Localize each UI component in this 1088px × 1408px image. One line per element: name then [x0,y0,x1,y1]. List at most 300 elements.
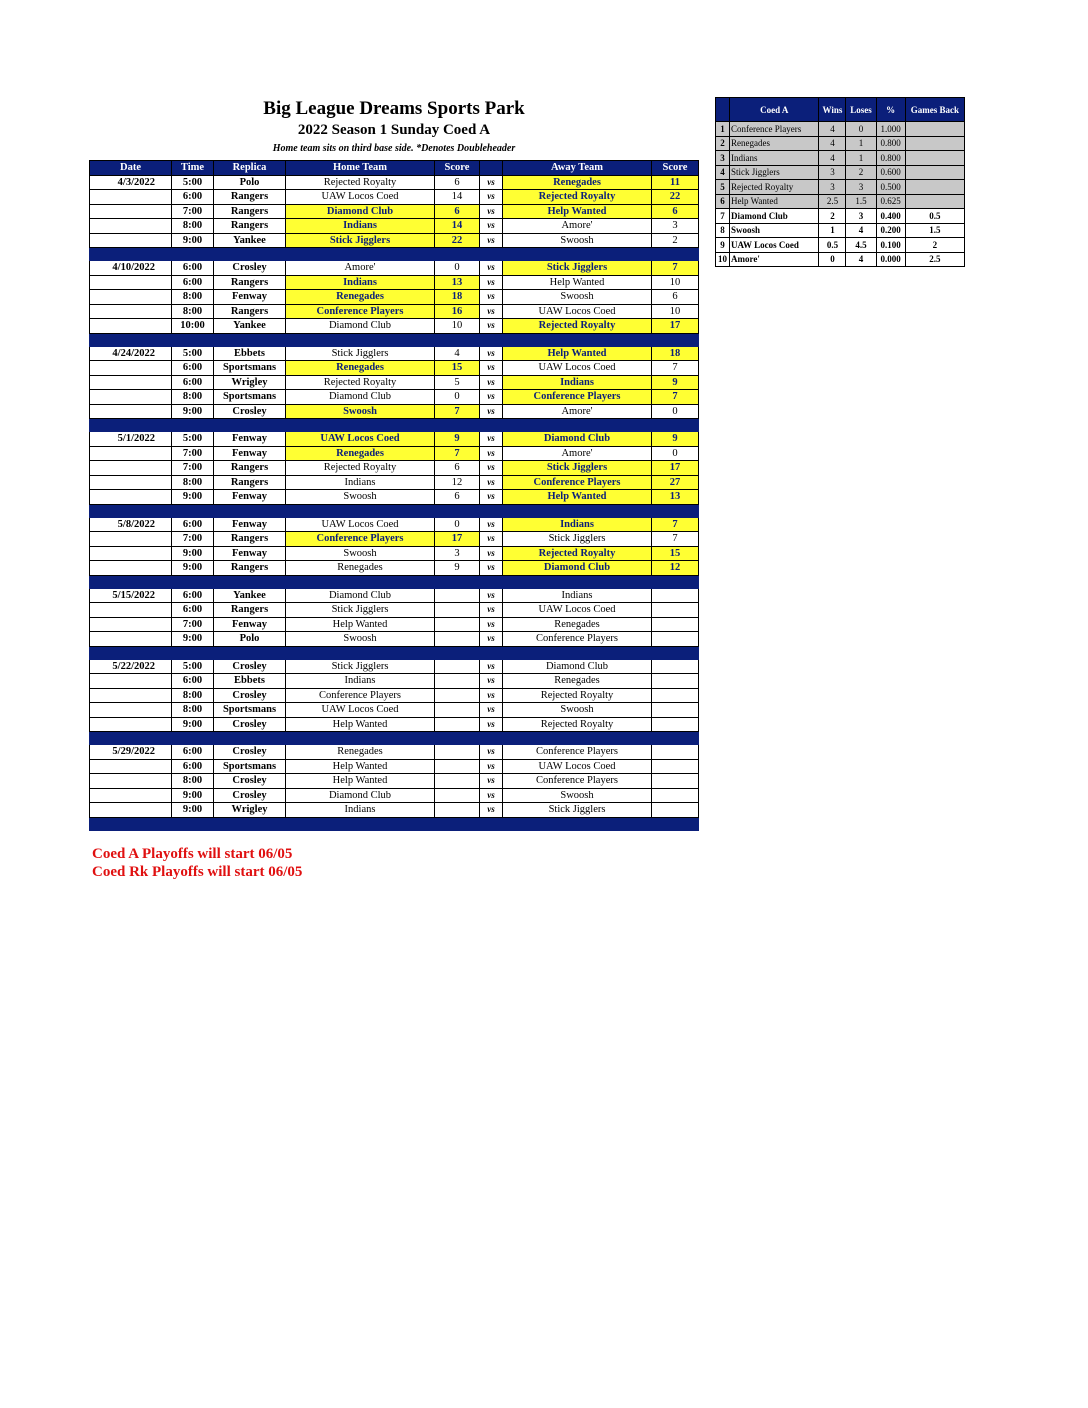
standings-row [716,209,965,224]
home-score [435,788,480,803]
team-name: Swoosh [730,223,819,238]
game-field: Crosley [214,261,286,276]
game-field: Fenway [214,617,286,632]
separator-cell [435,333,480,346]
game-field: Rangers [214,561,286,576]
game-row [90,446,699,461]
separator-cell [90,732,172,745]
week-separator [90,817,699,830]
home-score [435,774,480,789]
home-team: Renegades [286,290,435,305]
separator-cell [652,504,699,517]
game-time: 5:00 [172,659,214,674]
team-rank: 3 [716,151,730,166]
home-score: 6 [435,461,480,476]
team-losses: 3 [846,180,876,195]
game-row [90,759,699,774]
game-row [90,659,699,674]
vs-label: vs [480,275,503,290]
vs-label: vs [480,290,503,305]
team-losses: 2 [846,165,876,180]
separator-cell [503,248,652,261]
away-team: Diamond Club [503,561,652,576]
game-row [90,688,699,703]
home-team: Help Wanted [286,717,435,732]
vs-label: vs [480,759,503,774]
team-games-back: 2 [905,238,964,253]
team-pct: 0.500 [876,180,905,195]
game-field: Rangers [214,603,286,618]
week-separator [90,333,699,346]
vs-label: vs [480,688,503,703]
away-team: Indians [503,517,652,532]
home-team: UAW Locos Coed [286,432,435,447]
game-row [90,475,699,490]
separator-cell [90,646,172,659]
game-row [90,404,699,419]
separator-cell [214,333,286,346]
vs-label: vs [480,603,503,618]
home-score [435,674,480,689]
game-row [90,588,699,603]
game-date: 5/22/2022 [90,659,172,674]
home-score: 6 [435,204,480,219]
team-rank: 5 [716,180,730,195]
standings-body [716,122,965,267]
home-score: 7 [435,446,480,461]
away-score: 10 [652,304,699,319]
team-rank: 2 [716,136,730,151]
game-row [90,546,699,561]
away-team: UAW Locos Coed [503,759,652,774]
game-row [90,390,699,405]
game-row [90,788,699,803]
separator-cell [286,732,435,745]
week-separator [90,575,699,588]
team-wins: 4 [819,122,846,137]
vs-label: vs [480,204,503,219]
team-losses: 4 [846,252,876,267]
game-date [90,304,172,319]
home-team: Help Wanted [286,774,435,789]
away-score [652,617,699,632]
column-header: Score [435,161,480,176]
home-team: Renegades [286,361,435,376]
game-field: Fenway [214,432,286,447]
team-rank: 1 [716,122,730,137]
away-score: 12 [652,561,699,576]
away-team: Rejected Royalty [503,546,652,561]
vs-label: vs [480,233,503,248]
vs-label: vs [480,703,503,718]
separator-cell [503,817,652,830]
schedule-table [89,160,699,831]
game-time: 5:00 [172,432,214,447]
vs-label: vs [480,561,503,576]
game-time: 5:00 [172,346,214,361]
game-time: 5:00 [172,175,214,190]
team-games-back [905,165,964,180]
game-row [90,774,699,789]
game-time: 6:00 [172,603,214,618]
game-date [90,390,172,405]
home-team: UAW Locos Coed [286,517,435,532]
separator-cell [652,419,699,432]
game-row [90,346,699,361]
team-losses: 1.5 [846,194,876,209]
game-date [90,674,172,689]
away-team: Swoosh [503,788,652,803]
home-score [435,688,480,703]
separator-cell [90,575,172,588]
away-score [652,659,699,674]
game-time: 10:00 [172,319,214,334]
vs-label: vs [480,588,503,603]
separator-cell [435,817,480,830]
game-field: Fenway [214,490,286,505]
team-rank: 8 [716,223,730,238]
game-time: 9:00 [172,717,214,732]
game-field: Fenway [214,546,286,561]
game-row [90,561,699,576]
game-field: Wrigley [214,375,286,390]
vs-label: vs [480,774,503,789]
game-row [90,490,699,505]
home-score: 14 [435,190,480,205]
home-team: Renegades [286,745,435,760]
away-team: Conference Players [503,632,652,647]
team-pct: 0.200 [876,223,905,238]
standings-column-header [716,98,730,122]
game-row [90,674,699,689]
separator-cell [503,646,652,659]
column-header: Time [172,161,214,176]
game-field: Yankee [214,233,286,248]
team-name: Conference Players [730,122,819,137]
standings-row [716,180,965,195]
vs-label: vs [480,219,503,234]
game-row [90,261,699,276]
team-rank: 10 [716,252,730,267]
home-score: 0 [435,390,480,405]
game-time: 8:00 [172,304,214,319]
home-team: Diamond Club [286,319,435,334]
vs-label: vs [480,446,503,461]
away-team: Rejected Royalty [503,688,652,703]
away-score: 17 [652,319,699,334]
separator-cell [435,419,480,432]
separator-cell [652,333,699,346]
team-games-back [905,136,964,151]
game-field: Fenway [214,290,286,305]
team-wins: 2.5 [819,194,846,209]
home-team: Conference Players [286,304,435,319]
away-team: Swoosh [503,703,652,718]
away-team: Diamond Club [503,432,652,447]
away-team: Amore' [503,219,652,234]
standings-row [716,151,965,166]
game-date: 4/3/2022 [90,175,172,190]
separator-cell [503,419,652,432]
team-losses: 4 [846,223,876,238]
game-time: 9:00 [172,490,214,505]
separator-cell [435,504,480,517]
home-team: Help Wanted [286,617,435,632]
team-losses: 1 [846,136,876,151]
separator-cell [652,732,699,745]
team-losses: 3 [846,209,876,224]
game-time: 8:00 [172,290,214,305]
away-score: 0 [652,404,699,419]
home-score [435,745,480,760]
away-score: 10 [652,275,699,290]
game-date [90,603,172,618]
game-row [90,532,699,547]
game-date [90,532,172,547]
separator-cell [286,817,435,830]
game-row [90,375,699,390]
vs-label: vs [480,717,503,732]
game-date [90,759,172,774]
separator-cell [480,248,503,261]
separator-cell [480,646,503,659]
game-row [90,190,699,205]
away-team: Conference Players [503,745,652,760]
away-score: 7 [652,261,699,276]
home-team: Diamond Club [286,788,435,803]
away-team: Help Wanted [503,346,652,361]
vs-label: vs [480,788,503,803]
home-team: Stick Jigglers [286,346,435,361]
game-field: Sportsmans [214,703,286,718]
game-time: 9:00 [172,788,214,803]
game-date [90,688,172,703]
away-score: 11 [652,175,699,190]
team-rank: 4 [716,165,730,180]
away-team: Indians [503,375,652,390]
home-team: Stick Jigglers [286,659,435,674]
game-time: 6:00 [172,745,214,760]
separator-cell [652,646,699,659]
game-date [90,319,172,334]
standings-row [716,252,965,267]
game-row [90,432,699,447]
home-score: 4 [435,346,480,361]
week-separator [90,732,699,745]
team-wins: 0 [819,252,846,267]
separator-cell [172,333,214,346]
home-team: Diamond Club [286,390,435,405]
away-team: Conference Players [503,390,652,405]
home-score: 18 [435,290,480,305]
home-team: Swoosh [286,490,435,505]
away-team: Help Wanted [503,275,652,290]
away-team: Help Wanted [503,204,652,219]
team-wins: 3 [819,180,846,195]
column-header [480,161,503,176]
vs-label: vs [480,375,503,390]
team-games-back: 1.5 [905,223,964,238]
schedule-body [90,175,699,830]
game-field: Rangers [214,304,286,319]
game-field: Crosley [214,659,286,674]
page-note: Home team sits on third base side. *Denotes Doubleheader [272,143,516,154]
home-score: 17 [435,532,480,547]
team-losses: 0 [846,122,876,137]
standings-column-header: % [876,98,905,122]
game-date [90,632,172,647]
home-team: Conference Players [286,532,435,547]
away-score [652,632,699,647]
away-score [652,788,699,803]
separator-cell [286,575,435,588]
game-date [90,461,172,476]
vs-label: vs [480,319,503,334]
away-team: Rejected Royalty [503,717,652,732]
separator-cell [214,732,286,745]
team-name: Diamond Club [730,209,819,224]
game-date: 5/1/2022 [90,432,172,447]
game-time: 6:00 [172,375,214,390]
column-header: Date [90,161,172,176]
game-field: Ebbets [214,674,286,689]
game-time: 8:00 [172,688,214,703]
team-games-back [905,151,964,166]
away-score: 18 [652,346,699,361]
away-score [652,688,699,703]
vs-label: vs [480,532,503,547]
game-field: Crosley [214,717,286,732]
separator-cell [480,575,503,588]
game-date [90,774,172,789]
away-team: Renegades [503,175,652,190]
separator-cell [480,333,503,346]
separator-cell [503,504,652,517]
vs-label: vs [480,659,503,674]
game-date [90,204,172,219]
home-team: Renegades [286,446,435,461]
separator-cell [90,817,172,830]
game-date: 4/10/2022 [90,261,172,276]
schedule-header-row [90,161,699,176]
home-team: Swoosh [286,404,435,419]
home-team: Rejected Royalty [286,461,435,476]
separator-cell [172,504,214,517]
team-wins: 0.5 [819,238,846,253]
week-separator [90,248,699,261]
team-wins: 1 [819,223,846,238]
game-time: 6:00 [172,759,214,774]
game-row [90,803,699,818]
game-date: 5/29/2022 [90,745,172,760]
game-field: Yankee [214,588,286,603]
game-date [90,475,172,490]
standings-row [716,136,965,151]
game-time: 8:00 [172,475,214,490]
vs-label: vs [480,261,503,276]
separator-cell [503,732,652,745]
home-score: 22 [435,233,480,248]
team-rank: 9 [716,238,730,253]
separator-cell [214,419,286,432]
game-date: 5/15/2022 [90,588,172,603]
away-team: Conference Players [503,475,652,490]
standings-table [715,97,965,267]
away-score: 13 [652,490,699,505]
team-pct: 0.400 [876,209,905,224]
column-header: Replica [214,161,286,176]
away-score [652,717,699,732]
game-row [90,319,699,334]
team-games-back: 0.5 [905,209,964,224]
away-score: 7 [652,390,699,405]
game-row [90,517,699,532]
game-time: 9:00 [172,561,214,576]
game-field: Wrigley [214,803,286,818]
separator-cell [503,333,652,346]
game-time: 8:00 [172,774,214,789]
separator-cell [90,248,172,261]
game-date [90,375,172,390]
separator-cell [652,817,699,830]
home-team: Rejected Royalty [286,375,435,390]
team-wins: 4 [819,136,846,151]
separator-cell [172,248,214,261]
game-field: Polo [214,175,286,190]
away-score: 17 [652,461,699,476]
game-row [90,461,699,476]
home-score: 5 [435,375,480,390]
game-date [90,561,172,576]
game-time: 6:00 [172,588,214,603]
game-field: Crosley [214,774,286,789]
away-team: Stick Jigglers [503,461,652,476]
away-team: Rejected Royalty [503,319,652,334]
team-name: Stick Jigglers [730,165,819,180]
separator-cell [503,575,652,588]
team-pct: 0.600 [876,165,905,180]
game-row [90,361,699,376]
week-separator [90,646,699,659]
home-team: Renegades [286,561,435,576]
playoff-notes [92,845,302,881]
vs-label: vs [480,390,503,405]
vs-label: vs [480,745,503,760]
separator-cell [652,575,699,588]
page-subtitle: 2022 Season 1 Sunday Coed A [297,122,491,138]
home-team: Stick Jigglers [286,233,435,248]
away-team: Conference Players [503,774,652,789]
game-row [90,204,699,219]
page-title: Big League Dreams Sports Park [263,98,525,119]
week-separator [90,419,699,432]
game-field: Rangers [214,219,286,234]
team-rank: 7 [716,209,730,224]
separator-cell [286,646,435,659]
game-time: 9:00 [172,404,214,419]
game-field: Yankee [214,319,286,334]
away-score [652,745,699,760]
home-team: Rejected Royalty [286,175,435,190]
game-time: 7:00 [172,617,214,632]
team-rank: 6 [716,194,730,209]
game-time: 9:00 [172,632,214,647]
separator-cell [172,419,214,432]
home-score [435,588,480,603]
away-team: Help Wanted [503,490,652,505]
vs-label: vs [480,490,503,505]
game-date [90,617,172,632]
